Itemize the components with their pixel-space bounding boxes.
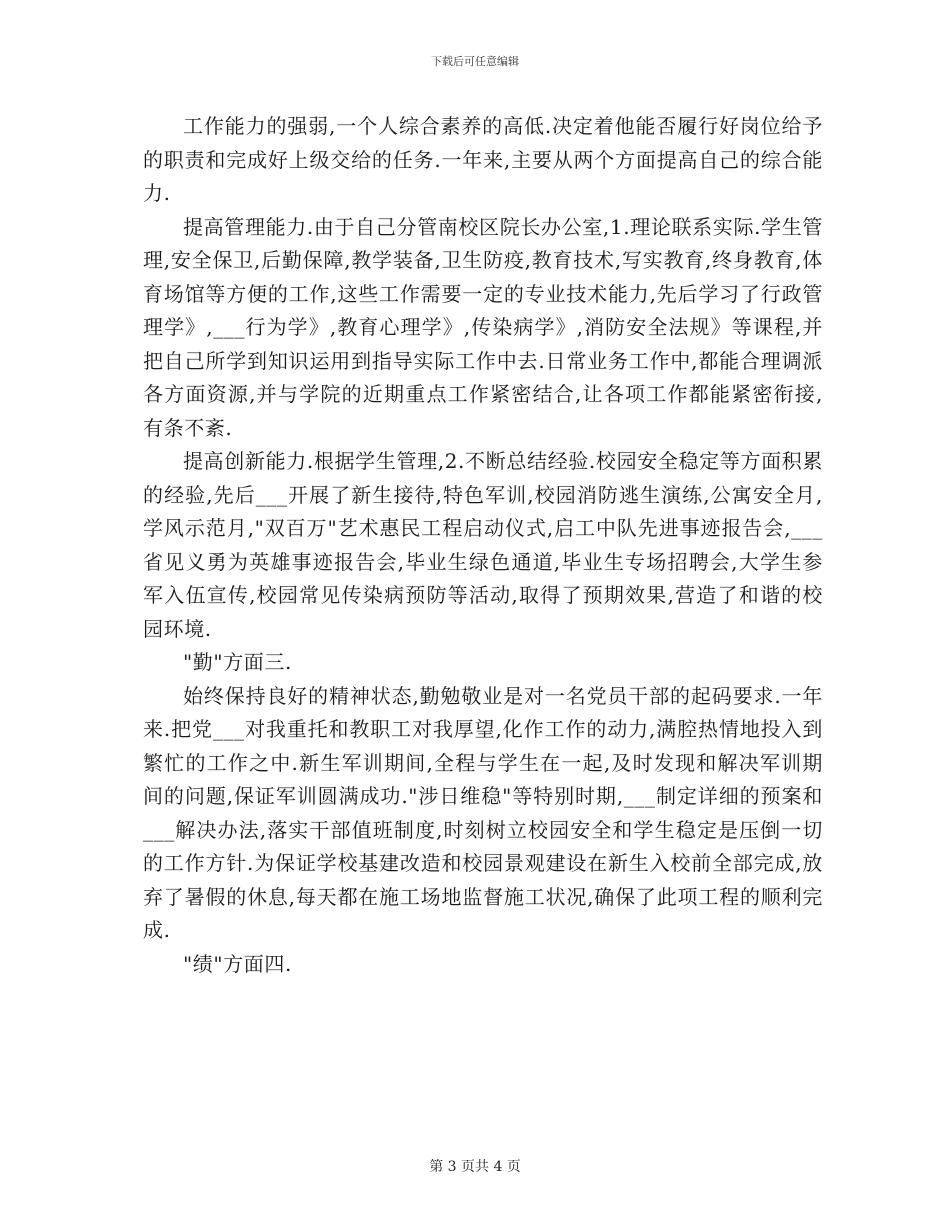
document-body — [143, 110, 823, 981]
page-number: 第 3 页共 4 页 — [429, 1159, 521, 1175]
paragraph-diligence: 始终保持良好的精神状态,勤勉敬业是对一名党员干部的起码要求.一年来.把党___对我重托和教职工对我厚望,化作工作的动力,满腔热情地投入到繁忙的工作之中.新生军训期间,全程与学生在一起,及时发现和解决军训期间的问题,保证军训圆满成功."涉日维稳"等特别时期,___制定详细的预案和___解决办法,落实干部值班制度,时刻树立校园安全和学生稳定是压倒一切的工作方针.为保证学校基建改造和校园景观建设在新生入校前全部完成,放弃了暑假的休息,每天都在施工场地监督施工状况,确保了此项工程的顺利完成. — [143, 683, 823, 942]
page-header: 下载后可任意编辑 — [431, 55, 519, 68]
paragraph-innovation: 提高创新能力.根据学生管理,2.不断总结经验.校园安全稳定等方面积累的经验,先后___开展了新生接待,特色军训,校园消防逃生演练,公寓安全月,学风示范月,"双百万"艺术惠民工程启动仪式,启工中队先进事迹报告会,___省见义勇为英雄事迹报告会,毕业生绿色通道,毕业生专场招聘会,大学生参军入伍宣传,校园常见传染病预防等活动,取得了预期效果,营造了和谐的校园环境. — [143, 449, 823, 641]
paragraph-ability-intro: 工作能力的强弱,一个人综合素养的高低.决定着他能否履行好岗位给予的职责和完成好上级交给的任务.一年来,主要从两个方面提高自己的综合能力. — [143, 114, 823, 205]
paragraph-management: 提高管理能力.由于自己分管南校区院长办公室,1.理论联系实际.学生管理,安全保卫,后勤保障,教学装备,卫生防疫,教育技术,写实教育,终身教育,体育场馆等方便的工作,这些工作需要一定的专业技术能力,先后学习了行政管理学》,___行为学》,教育心理学》,传染病学》,消防安全法规》等课程,并把自己所学到知识运用到指导实际工作中去.日常业务工作中,都能合理调派各方面资源,并与学院的近期重点工作紧密结合,让各项工作都能紧密衔接,有条不紊. — [143, 214, 823, 440]
section-heading-diligence: "勤"方面三. — [183, 650, 292, 674]
section-heading-achievement: "绩"方面四. — [183, 951, 292, 976]
